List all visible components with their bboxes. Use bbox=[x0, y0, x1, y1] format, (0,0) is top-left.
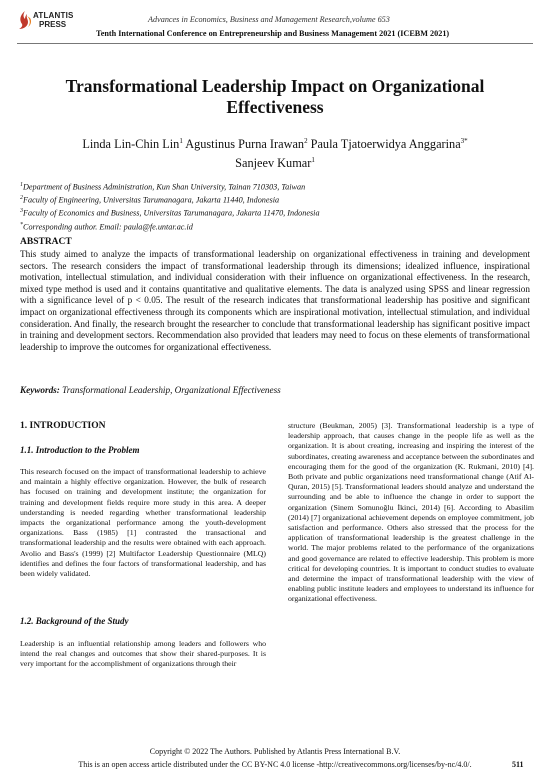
section-heading: 1. INTRODUCTION bbox=[20, 421, 106, 431]
author-affil-mark: 2 bbox=[304, 137, 308, 145]
right-column bbox=[288, 421, 534, 605]
header-divider bbox=[17, 43, 533, 44]
publisher-logo bbox=[17, 10, 73, 38]
affiliation-line: $^3$Faculty of Economics and Business, Universitas Tarumanagara, Jakarta 11470, Indonesia bbox=[20, 208, 320, 219]
title-line: Transformational Leadership Impact on Organizational bbox=[65, 76, 485, 96]
abstract-text: This study aimed to analyze the impacts of transformational leadership on organizational effectiveness in training and development sectors. The research considers the impact of transformational leadership through its dimensions; idealized influence, inspirational motivation, intellectual stimulation, and individual consideration with their influence on organizational effectiveness. In the research, mixed type method is used and it contains quantitative and qualitative elements. The data is analyzed using SPSS and linear regression with a significance level of p < 0.05. The result of the research indicates that transformational leadership has positive and significant impact on organizational effectiveness through its components which are inspirational motivation, intellectual stimulation, and individual consideration. And finally, the research brought the researcher to conclude that transformational leadership has significant positive impact in training and development sectors. Recommendation also provided that leaders may need to focus on these elements of transformational leadership to improve the outcomes for organizational effectiveness. bbox=[20, 249, 530, 352]
paragraph: Leadership is an influential relationship among leaders and followers who intend the real changes and outcomes that show their shared-purposes. It is very important for the accomplishment of organizations through their bbox=[20, 639, 266, 669]
left-column-para2 bbox=[20, 639, 266, 670]
abstract-heading: ABSTRACT bbox=[20, 237, 72, 247]
left-column-sub1 bbox=[20, 445, 266, 455]
affiliation-line: $^2$Faculty of Engineering, Universitas Tarumanagara, Jakarta 11440, Indonesia bbox=[20, 195, 280, 205]
logo-text-press: PRESS bbox=[39, 20, 67, 29]
paragraph: structure (Beukman, 2005) [3]. Transformational leadership is a type of leadership approach, that causes change in the people life as well as the organization. It is about creating, increasing and inspiring the interest of the subordinates, creating awareness and acceptance between the subordinates and encouraging them for the good of the organization (K. Rukmani, 2010) [4]. Both private and public organizations need transformational change (Atif Al-Quran, 2015) [5]. Transformational leaders should analyze and understand the surrounding and be able to influence the change in order to support the organization (Sinem Somunoğlu İkinci, 2014) [6]. According to Abasilim (2014) [7] organizational achievement depends on employee commitment, job satisfaction and performance. Others also stressed that the process for the application of transformational leadership is the greatest challenge in the world. The major problems related to the performance of the organizations and good governance are related to effective leadership. This problem is more critical for developing countries. It is important to conduct studies to evaluate and determine the impact of transformational leadership with the view of enabling public institute leaders and employees to understand its influence for organizational effectiveness. bbox=[288, 421, 534, 604]
author-name: Paula Tjatoerwidya Anggarina bbox=[307, 137, 461, 152]
left-column-sub2 bbox=[20, 616, 266, 626]
license-notice: This is an open access article distributed under the CC BY-NC 4.0 license -http://creativecommons.org/licenses/by-nc/4.0/. bbox=[78, 760, 472, 769]
subsection-heading: 1.2. Background of the Study bbox=[20, 616, 129, 626]
corresponding-author: *Corresponding author. Email: paula@fe.untar.ac.id bbox=[20, 221, 193, 232]
author-name: Agustinus Purna Irawan bbox=[182, 137, 305, 152]
page-number: 511 bbox=[512, 760, 524, 769]
left-column bbox=[20, 421, 266, 431]
affiliation-line: $^1$Department of Business Administration, Kun Shan University, Tainan 710303, Taiwan bbox=[20, 182, 306, 192]
title-line: Effectiveness bbox=[226, 97, 324, 117]
subsection-heading: 1.1. Introduction to the Problem bbox=[20, 445, 140, 455]
author-list bbox=[20, 133, 530, 171]
paper-title bbox=[20, 76, 530, 118]
keywords-list: Transformational Leadership, Organizational Effectiveness bbox=[59, 385, 281, 395]
paragraph: This research focused on the impact of transformational leadership to achieve and maintain a highly effective organization. However, the bulk of research has focused on training and development institute; the organization for training and development fields require more study in this area. A deeper understanding is needed regarding whether transformational leadership impacts the organizational performance among the youth-development organizations. Bass (1985) [1] contrasted the transactional and transformational leadership and the results were obtained with each approach. Avolio and Bass's (1999) [2] Multifactor Leadership Questionnaire (MLQ) identifies and defines the four factors of transformational leadership, and has been widely validated. bbox=[20, 467, 266, 579]
logo-text-atlantis: ATLANTIS bbox=[33, 11, 74, 20]
author-affil-mark: 3* bbox=[460, 137, 468, 145]
conference-name: Tenth International Conference on Entrepreneurship and Business Management 2021 (ICEBM 2021) bbox=[96, 29, 450, 38]
author-name: Sanjeev Kumar bbox=[235, 156, 312, 171]
left-column-para1 bbox=[20, 467, 266, 579]
copyright-notice: Copyright © 2022 The Authors. Published by Atlantis Press International B.V. bbox=[149, 747, 401, 756]
keywords bbox=[20, 385, 530, 395]
author-name: Linda Lin-Chin Lin bbox=[82, 137, 180, 152]
author-affil-mark: 1 bbox=[311, 156, 315, 165]
keywords-label: Keywords: bbox=[20, 385, 60, 395]
author-affil-mark: 1 bbox=[179, 137, 183, 145]
journal-name: Advances in Economics, Business and Management Research,volume 653 bbox=[148, 15, 390, 24]
affiliations bbox=[20, 180, 530, 233]
atlantis-logo-icon bbox=[17, 10, 33, 30]
